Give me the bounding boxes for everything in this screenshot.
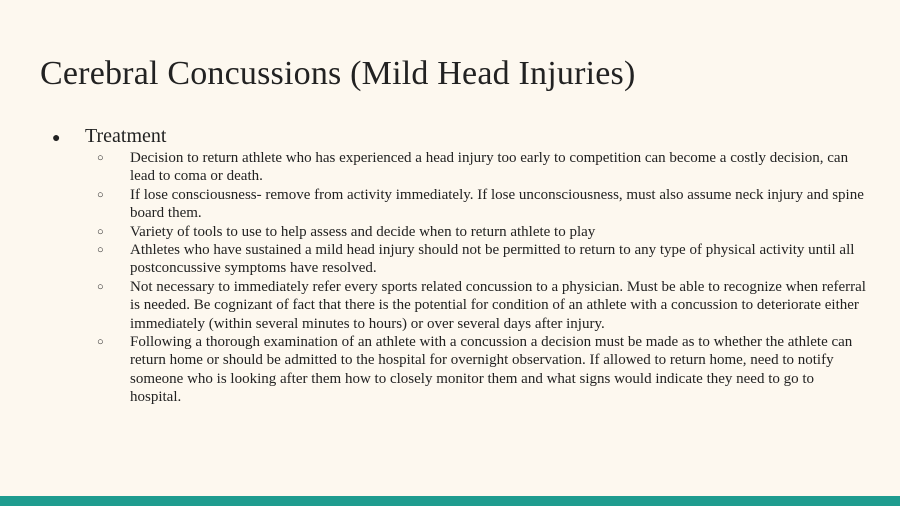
- bullet-treatment: [52, 124, 166, 151]
- sub-item-text: Following a thorough examination of an athlete with a concussion a decision must be made as to whether the athlete can return home or should be admitted to the hospital for overnight observation. If allowed to return home, need to notify someone who is looking after them how to closely monitor them and what signs would indicate they need to go to hospital.: [130, 334, 853, 406]
- sub-list-item: [96, 149, 866, 186]
- sub-item-text: Athletes who have sustained a mild head injury should not be permitted to return to any type of physical activity until all postconcussive symptoms have resolved.: [130, 242, 855, 277]
- filled-circle-bullet-icon: ●: [52, 131, 61, 146]
- sub-list-item: [96, 186, 866, 223]
- hollow-circle-bullet-icon: ○: [97, 336, 104, 349]
- hollow-circle-bullet-icon: ○: [97, 188, 104, 201]
- sub-list-item: [96, 241, 866, 278]
- sub-item-text: Variety of tools to use to help assess and decide when to return athlete to play: [130, 223, 596, 240]
- treatment-sub-list: [96, 149, 866, 407]
- sub-list-item: [96, 278, 866, 333]
- footer-accent-bar: [0, 496, 900, 506]
- sub-list-item: [96, 333, 866, 407]
- hollow-circle-bullet-icon: ○: [97, 280, 104, 293]
- sub-list-item: [96, 223, 866, 241]
- hollow-circle-bullet-icon: ○: [97, 152, 104, 164]
- sub-item-text: Not necessary to immediately refer every sports related concussion to a physician. Must be able to recognize when referral is needed. Be cognizant of fact that there is the potential for condition of an athlete with a concussion to deteriorate either immediately (within several minutes to hours) or over several days after injury.: [130, 278, 866, 332]
- sub-item-text: If lose consciousness- remove from activity immediately. If lose unconsciousness, must also assume neck injury and spine board them.: [130, 186, 864, 222]
- sub-item-text: Decision to return athlete who has experienced a head injury too early to competition can become a costly decision, can lead to coma or death.: [130, 150, 849, 185]
- hollow-circle-bullet-icon: ○: [97, 244, 104, 257]
- slide-title: Cerebral Concussions (Mild Head Injuries): [40, 55, 636, 92]
- hollow-circle-bullet-icon: ○: [97, 225, 104, 238]
- bullet-label: Treatment: [85, 125, 167, 147]
